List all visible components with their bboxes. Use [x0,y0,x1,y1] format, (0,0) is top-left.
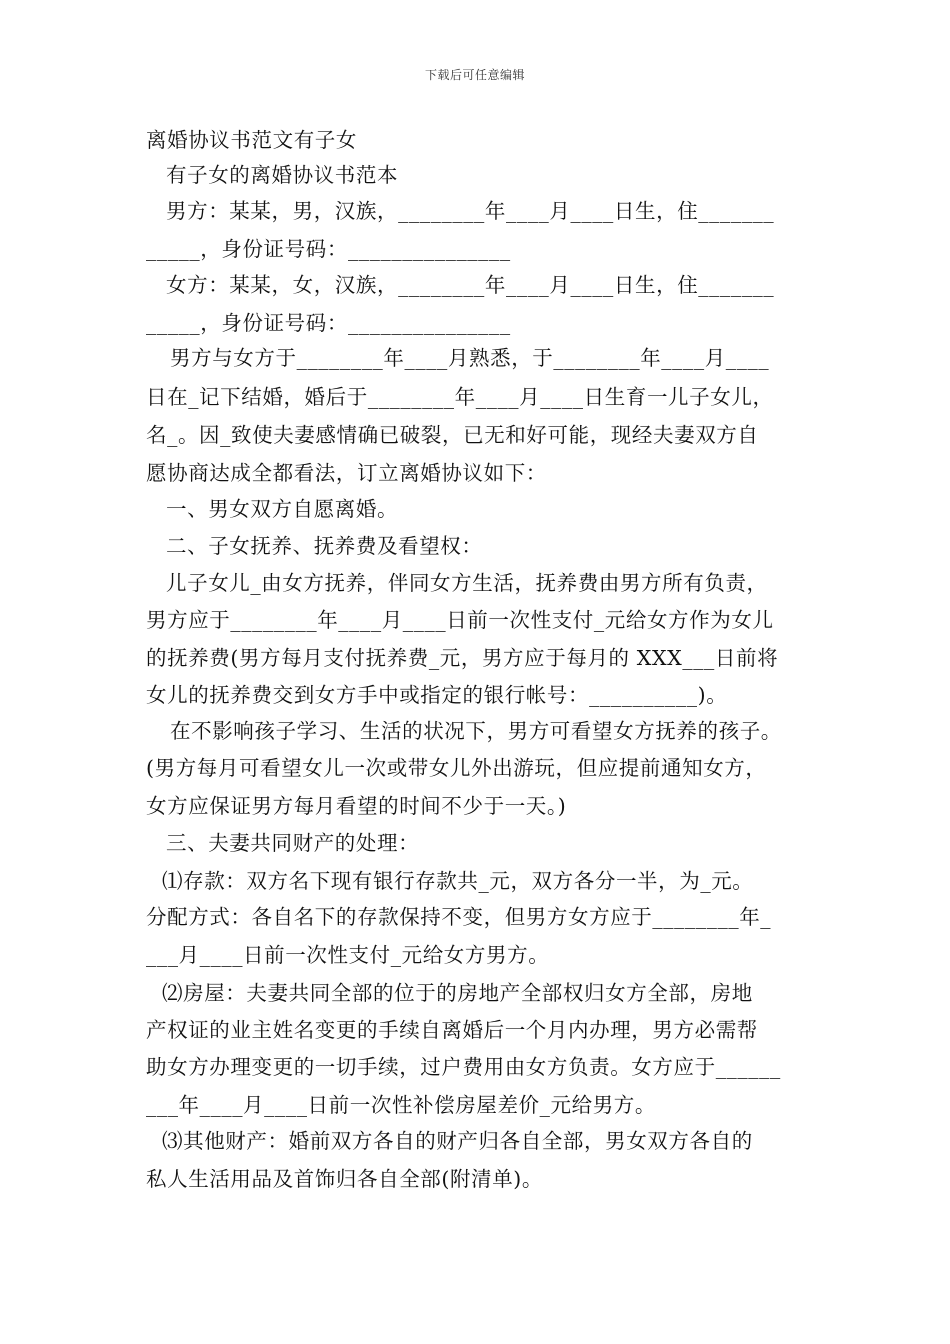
text-line: 的抚养费(男方每月支付抚养费_元，男方应于每月的 XXX___日前将 [146,646,779,670]
subtitle-line: 有子女的离婚协议书范本 [166,163,399,187]
document-title: 离婚协议书范文有子女 [146,128,357,152]
text-line: ⑵房屋：夫妻共同全部的位于的房地产全部权归女方全部，房地 [162,981,753,1005]
page-header: 下载后可任意编辑 [424,68,525,82]
text-line: 愿协商达成全都看法，订立离婚协议如下： [146,461,547,485]
text-line: 女方应保证男方每月看望的时间不少于一天。) [146,794,567,818]
section-heading: 三、夫妻共同财产的处理： [166,831,420,855]
text-line: 私人生活用品及首饰归各自全部(附清单)。 [146,1167,543,1191]
text-line: (男方每月可看望女儿一次或带女儿外出游玩，但应提前通知女方， [146,756,767,780]
text-line: 助女方办理变更的一切手续，过户费用由女方负责。女方应于______ [146,1055,781,1079]
text-line: ⑶其他财产：婚前双方各自的财产归各自全部，男女双方各自的 [162,1129,753,1153]
text-line: 男方应于________年____月____日前一次性支付_元给女方作为女儿 [146,608,774,632]
text-line: ___年____月____日前一次性补偿房屋差价_元给男方。 [146,1093,656,1117]
text-line: 日在_记下结婚，婚后于________年____月____日生育一儿子女儿， [146,385,774,409]
text-line: 儿子女儿_由女方抚养，伴同女方生活，抚养费由男方所有负责， [166,571,768,595]
text-line: 男方与女方于________年____月熟悉，于________年____月____ [170,346,770,370]
text-line: 女方：某某，女，汉族，________年____月____日生，住_______ [166,273,775,297]
text-line: 名_。因_致使夫妻感情确已破裂，已无和好可能，现经夫妻双方自 [146,423,759,447]
section-heading: 一、男女双方自愿离婚。 [166,497,399,521]
text-line: 女儿的抚养费交到女方手中或指定的银行帐号：__________)。 [146,683,728,707]
text-line: 产权证的业主姓名变更的手续自离婚后一个月内办理，男方必需帮 [146,1018,758,1042]
text-line: _____，身份证号码：_______________ [146,311,511,335]
text-line: ___月____日前一次性支付_元给女方男方。 [146,943,550,967]
text-line: 分配方式：各自名下的存款保持不变，但男方女方应于________年_ [146,905,772,929]
section-heading: 二、子女抚养、抚养费及看望权： [166,534,483,558]
text-line: 在不影响孩子学习、生活的状况下，男方可看望女方抚养的孩子。 [170,719,782,743]
text-line: 男方：某某，男，汉族，________年____月____日生，住_______ [166,199,775,223]
text-line: ⑴存款：双方名下现有银行存款共_元，双方各分一半，为_元。 [162,869,754,893]
text-line: _____，身份证号码：_______________ [146,237,511,261]
